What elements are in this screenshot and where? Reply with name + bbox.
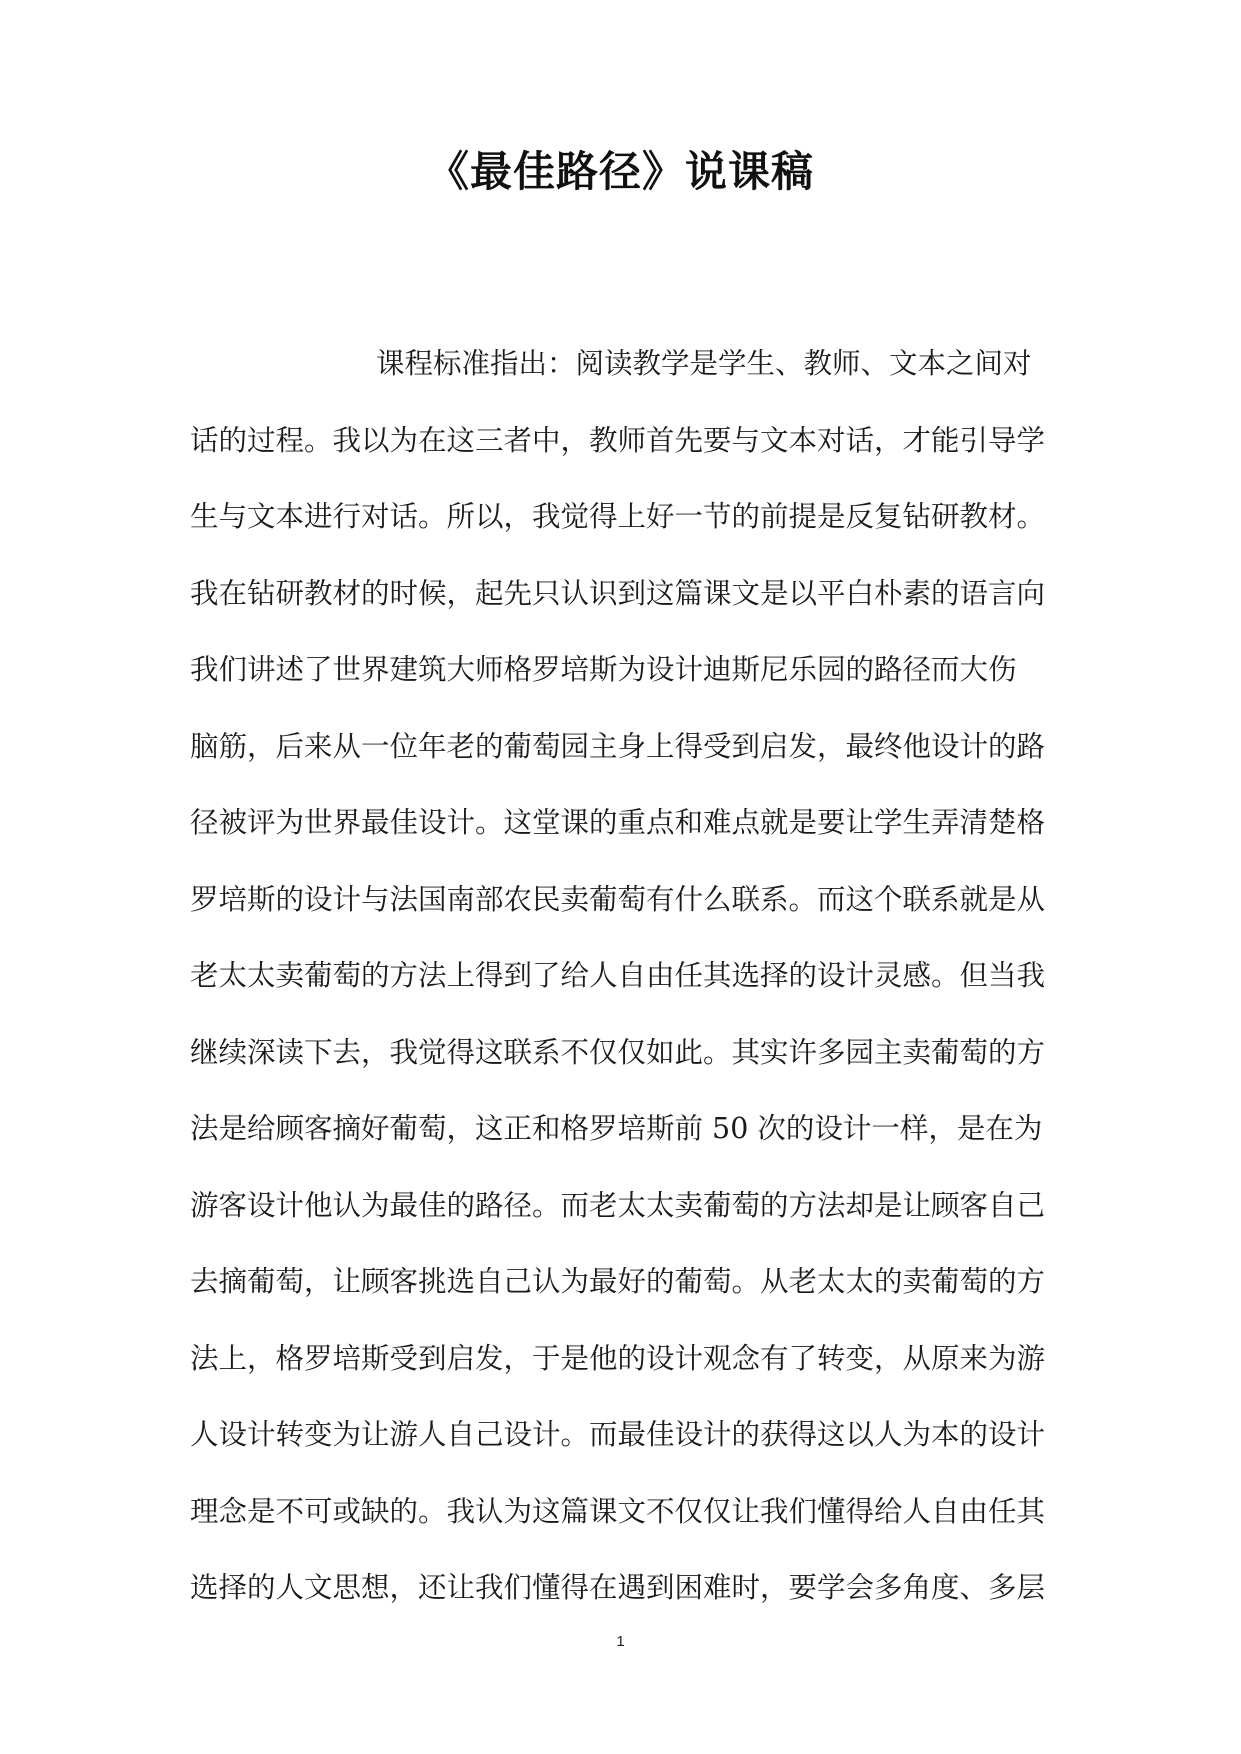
paragraph-line: 游客设计他认为最佳的路径。而老太太卖葡萄的方法却是让顾客自己 [190,1188,1046,1222]
paragraph-line: 生与文本进行对话。所以，我觉得上好一节的前提是反复钻研教材。 [190,500,1046,533]
paragraph-line: 去摘葡萄，让顾客挑选自己认为最好的葡萄。从老太太的卖葡萄的方 [190,1265,1046,1298]
paragraph-line: 脑筋，后来从一位年老的葡萄园主身上得受到启发，最终他设计的路 [190,729,1046,763]
paragraph-line: 选择的人文思想，还让我们懂得在遇到困难时，要学会多角度、多层 [190,1571,1046,1604]
paragraph-line: 继续深读下去，我觉得这联系不仅仅如此。其实许多园主卖葡萄的方 [190,1035,1046,1069]
paragraph-line: 法上，格罗培斯受到启发，于是他的设计观念有了转变，从原来为游 [190,1341,1046,1375]
paragraph-line: 人设计转变为让游人自己设计。而最佳设计的获得这以人为本的设计 [190,1418,1046,1451]
document-body [190,326,1060,1627]
paragraph-line: 我在钻研教材的时候，起先只认识到这篇课文是以平白朴素的语言向 [190,576,1046,610]
paragraph-line: 径被评为世界最佳设计。这堂课的重点和难点就是要让学生弄清楚格 [190,806,1046,839]
paragraph-line: 理念是不可或缺的。我认为这篇课文不仅仅让我们懂得给人自由任其 [190,1494,1046,1528]
page-number: 1 [616,1633,625,1650]
paragraph-line: 罗培斯的设计与法国南部农民卖葡萄有什么联系。而这个联系就是从 [190,882,1046,916]
paragraph-line: 法是给顾客摘好葡萄，这正和格罗培斯前 50 次的设计一样，是在为 [190,1112,1043,1145]
paragraph-line: 话的过程。我以为在这三者中，教师首先要与文本对话，才能引导学 [190,423,1046,457]
paragraph-line: 老太太卖葡萄的方法上得到了给人自由任其选择的设计灵感。但当我 [190,959,1046,992]
paragraph-line: 课程标准指出：阅读教学是学生、教师、文本之间对 [376,347,1032,380]
paragraph-line: 我们讲述了世界建筑大师格罗培斯为设计迪斯尼乐园的路径而大伤 [190,653,1017,686]
document-title: 《最佳路径》说课稿 [426,147,814,196]
